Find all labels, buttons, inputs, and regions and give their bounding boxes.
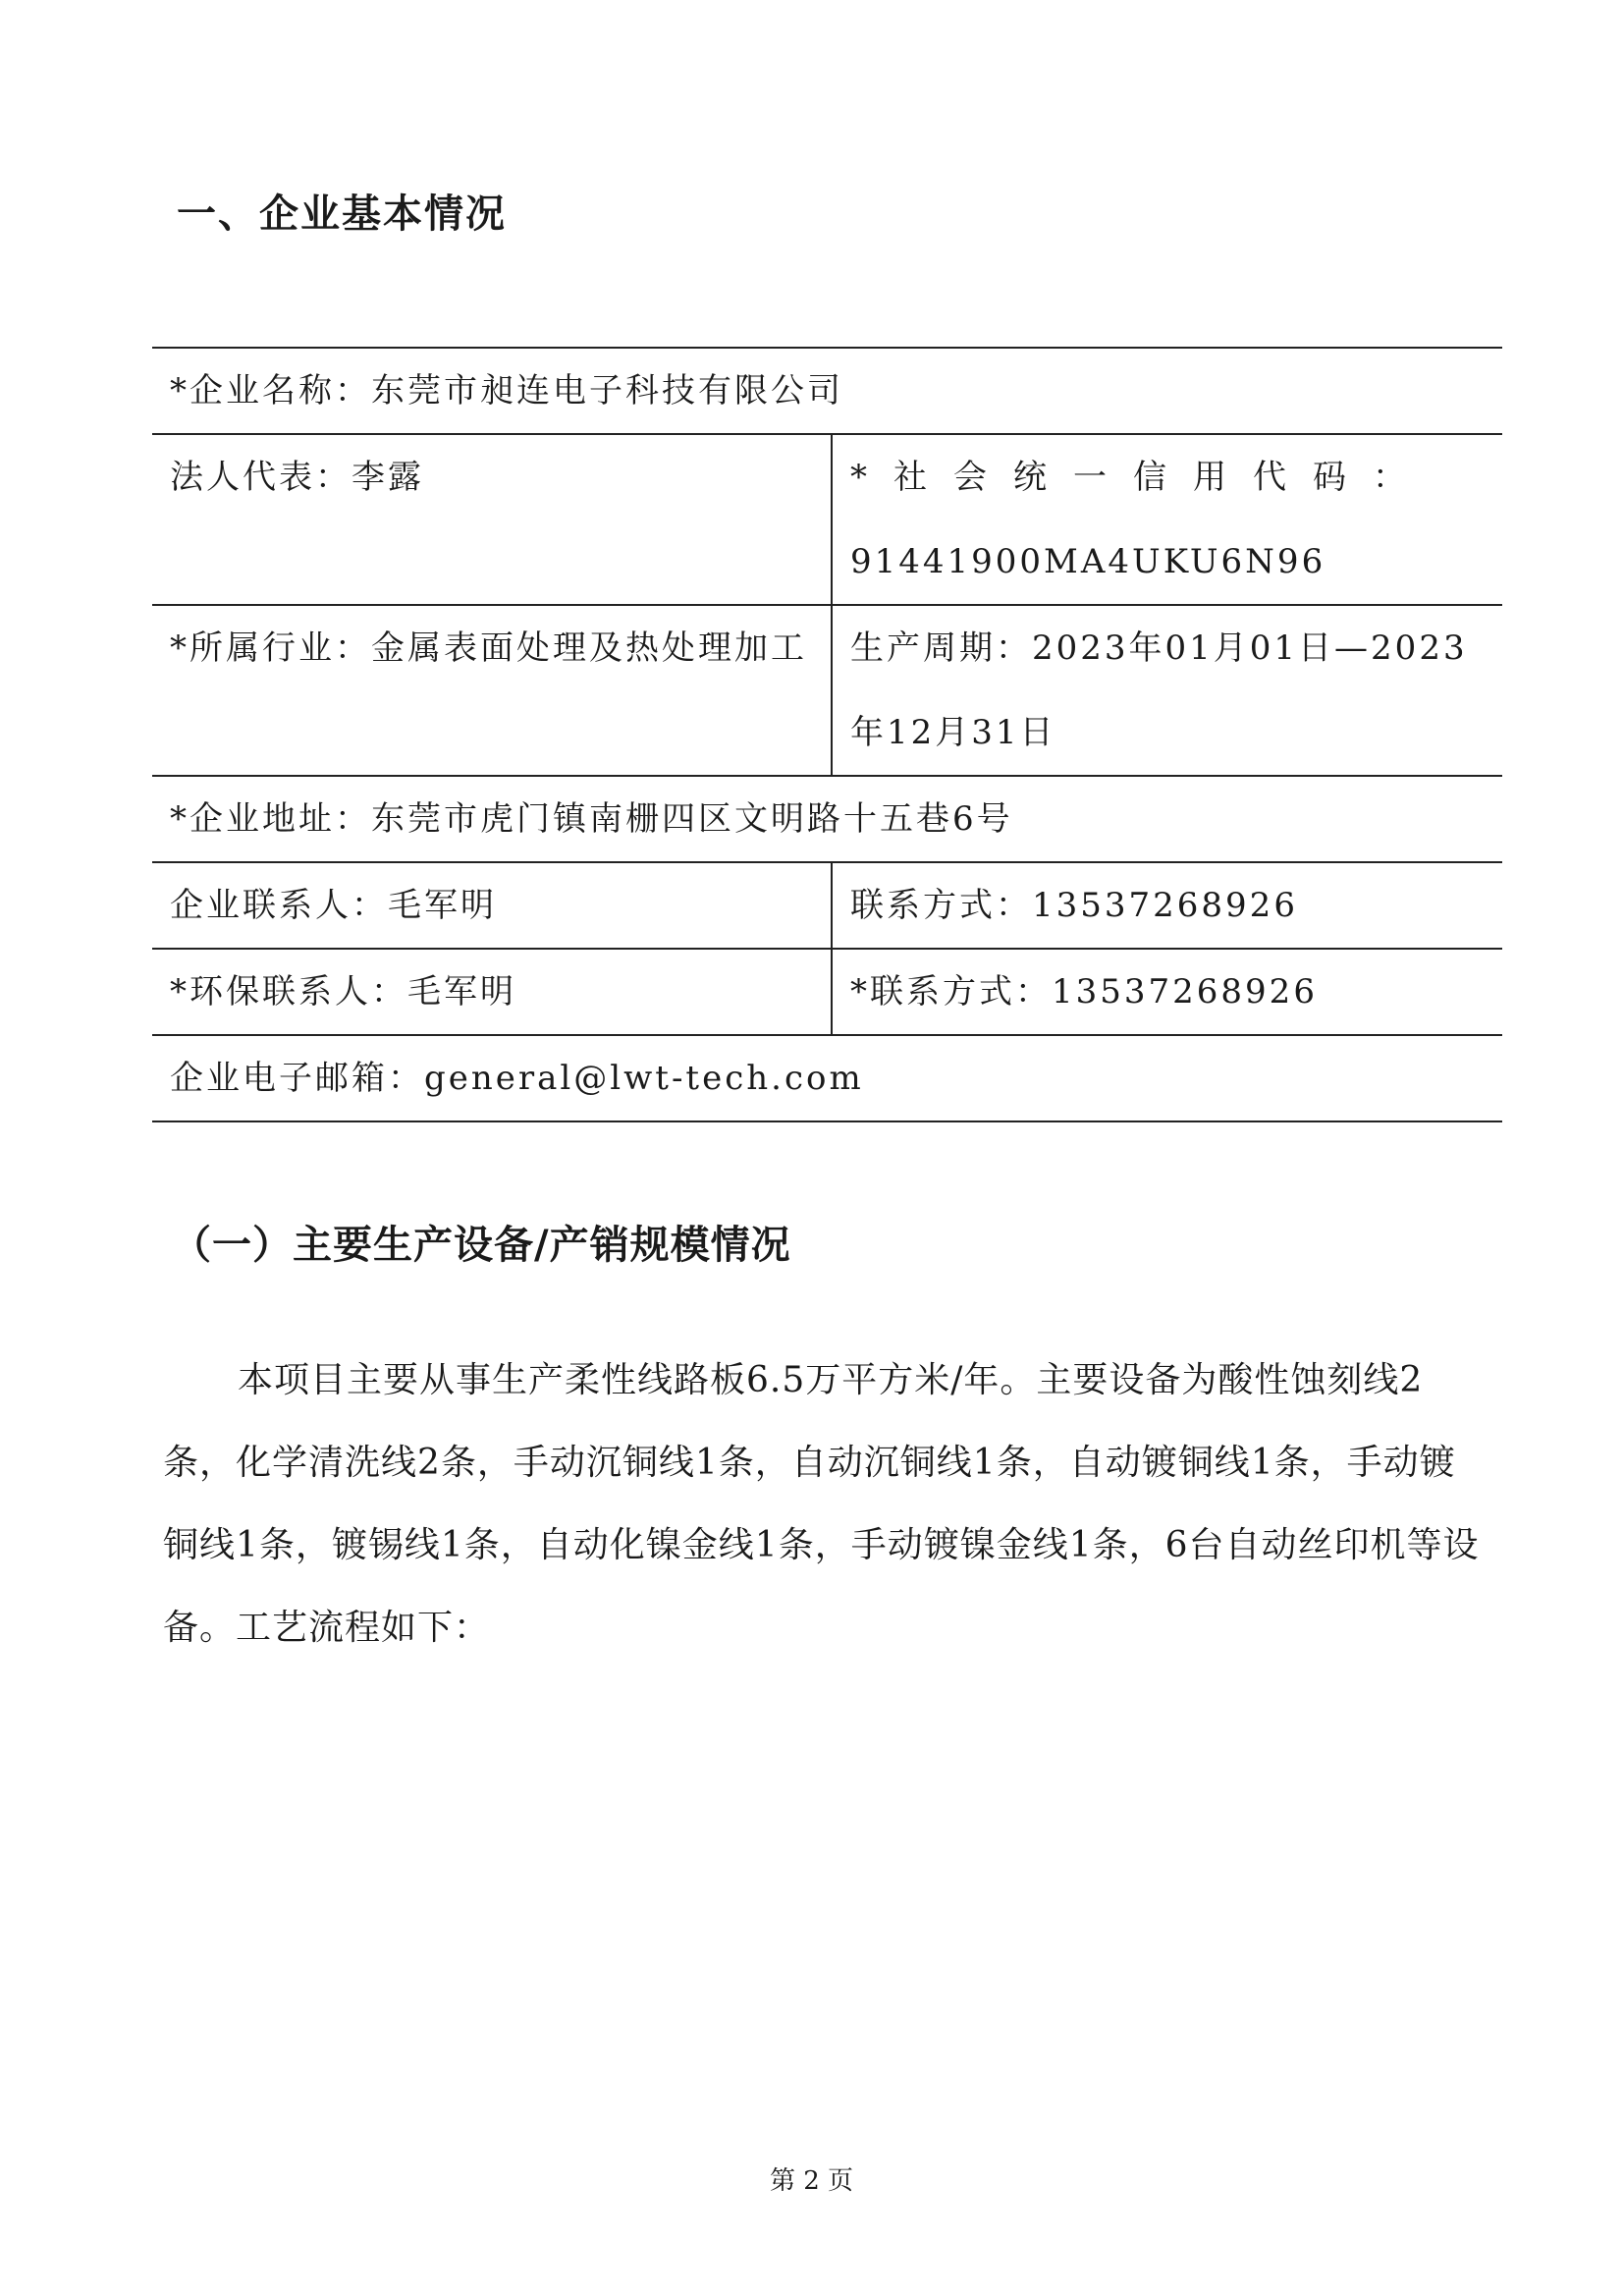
email-cell xyxy=(152,1035,1502,1121)
legal-rep-cell xyxy=(152,434,832,605)
credit-code-label: *社会统一信用代码： xyxy=(850,458,1433,497)
company-name-label: *企业名称： xyxy=(170,371,371,410)
industry-value: 金属表面处理及热处理加工 xyxy=(371,629,807,668)
env-phone-cell xyxy=(832,949,1502,1035)
production-period-label: 生产周期： xyxy=(850,629,1032,668)
production-period-value: 2023年01月01日—2023年12月31日 xyxy=(850,629,1468,752)
address-cell xyxy=(152,776,1502,862)
table-row xyxy=(152,1035,1502,1121)
body-paragraph: 本项目主要从事生产柔性线路板6.5万平方米/年。主要设备为酸性蚀刻线2条，化学清洗线2条，手动沉铜线1条，自动沉铜线1条，自动镀铜线1条，手动镀铜线1条，镀锡线1条，自动化镍金线1条，手动镀镍金线1条，6台自动丝印机等设备。工艺流程如下： xyxy=(163,1360,1480,1648)
credit-code-cell xyxy=(832,434,1502,605)
credit-code-value: 91441900MA4UKU6N96 xyxy=(850,542,1326,581)
address-label: *企业地址： xyxy=(170,799,371,839)
address-value: 东莞市虎门镇南栅四区文明路十五巷6号 xyxy=(371,799,1013,839)
contact-phone-cell xyxy=(832,862,1502,949)
contact-phone-label: 联系方式： xyxy=(850,886,1032,925)
table-row xyxy=(152,862,1502,949)
env-contact-value: 毛军明 xyxy=(407,972,516,1011)
legal-rep-value: 李露 xyxy=(352,458,424,497)
contact-person-value: 毛军明 xyxy=(388,886,497,925)
contact-phone-value: 13537268926 xyxy=(1032,886,1298,925)
email-label: 企业电子邮箱： xyxy=(170,1059,424,1098)
table-row xyxy=(152,348,1502,434)
env-phone-value: 13537268926 xyxy=(1052,972,1318,1011)
email-value: general@lwt-tech.com xyxy=(424,1059,864,1098)
page-title: 一、企业基本情况 xyxy=(177,191,507,237)
table-row xyxy=(152,949,1502,1035)
env-phone-label: *联系方式： xyxy=(850,972,1052,1011)
env-contact-cell xyxy=(152,949,832,1035)
table-row xyxy=(152,434,1502,605)
table-row xyxy=(152,605,1502,776)
legal-rep-label: 法人代表： xyxy=(170,458,352,497)
env-contact-label: *环保联系人： xyxy=(170,972,407,1011)
section-heading: （一）主要生产设备/产销规模情况 xyxy=(172,1223,791,1268)
contact-person-cell xyxy=(152,862,832,949)
company-name-cell xyxy=(152,348,1502,434)
company-name-value: 东莞市昶连电子科技有限公司 xyxy=(371,371,843,410)
production-period-cell xyxy=(832,605,1502,776)
industry-label: *所属行业： xyxy=(170,629,371,668)
contact-person-label: 企业联系人： xyxy=(170,886,388,925)
industry-cell xyxy=(152,605,832,776)
table-row xyxy=(152,776,1502,862)
page-number: 第 2 页 xyxy=(769,2166,854,2196)
company-info-table xyxy=(152,347,1502,1122)
